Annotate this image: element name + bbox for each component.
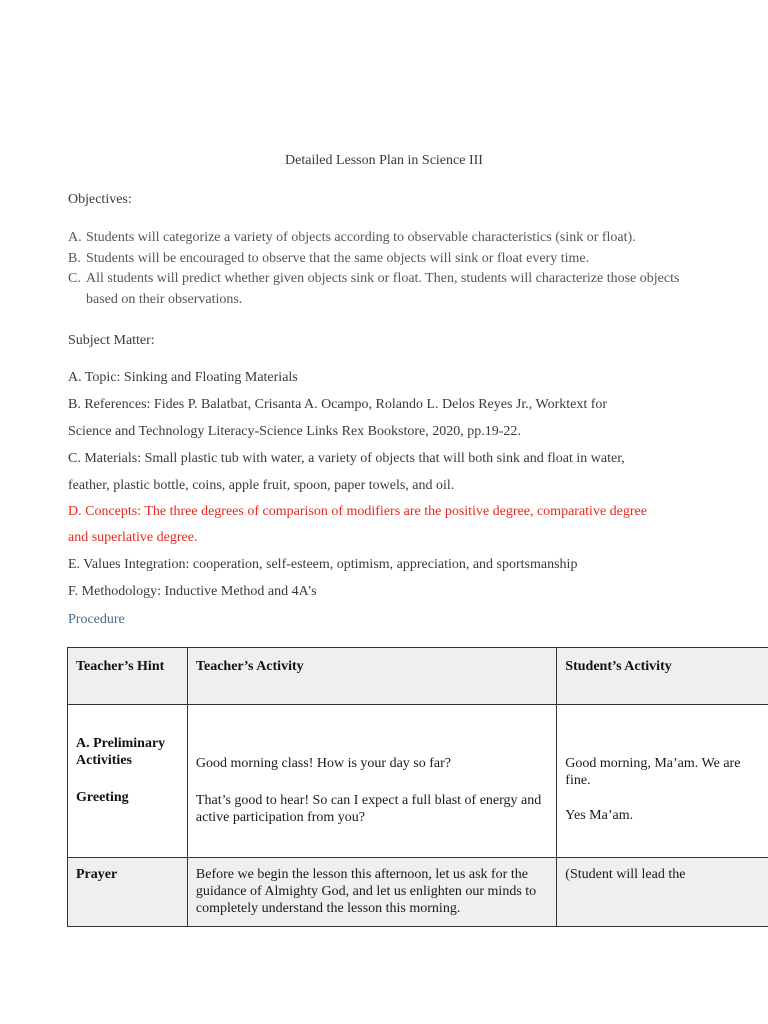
table-cell	[557, 705, 768, 858]
methodology-line: F. Methodology: Inductive Method and 4A’s	[68, 584, 317, 599]
table-cell	[68, 705, 188, 858]
concepts-line-cont: and superlative degree.	[68, 530, 198, 545]
teacher-greeting: Good morning class! How is your day so far?	[195, 756, 451, 771]
concepts-line: D. Concepts: The three degrees of comparison of modifiers are the positive degree, comparative degree	[68, 504, 647, 519]
references-line-cont: Science and Technology Literacy-Science Links Rex Bookstore, 2020, pp.19-22.	[68, 424, 521, 439]
student-greeting: Good morning, Ma’am. We are fine.	[565, 756, 741, 788]
hint-prayer: Prayer	[76, 867, 118, 882]
materials-line-cont: feather, plastic bottle, coins, apple fruit, spoon, paper towels, and oil.	[68, 478, 455, 493]
table-header-cell	[557, 648, 768, 705]
teacher-participation: That’s good to hear! So can I expect a full blast of energy and active participation from you?	[195, 793, 542, 825]
objectives-heading: Objectives:	[68, 192, 132, 207]
table-cell	[187, 858, 556, 927]
list-item-text: All students will predict whether given objects sink or float. Then, students will characterize those objects based on their observations.	[86, 271, 680, 307]
topic-line: A. Topic: Sinking and Floating Materials	[68, 370, 298, 385]
list-item-text: Students will categorize a variety of objects according to observable characteristics (sink or float).	[86, 230, 636, 245]
header-students-activity: Student’s Activity	[565, 659, 672, 674]
procedure-heading: Procedure	[68, 612, 125, 627]
references-line: B. References: Fides P. Balatbat, Crisanta A. Ocampo, Rolando L. Delos Reyes Jr., Worktext for	[68, 397, 608, 412]
header-teachers-hint: Teacher’s Hint	[76, 659, 165, 674]
teacher-prayer: Before we begin the lesson this afternoon, let us ask for the guidance of Almighty God, and let us enlighten our minds to completely understand the lesson this morning.	[195, 867, 537, 916]
materials-line: C. Materials: Small plastic tub with water, a variety of objects that will both sink and float in water,	[68, 451, 625, 466]
objectives-list	[68, 228, 708, 310]
student-yes: Yes Ma’am.	[565, 808, 634, 823]
page-title: Detailed Lesson Plan in Science III	[285, 153, 483, 168]
list-item-letter: A.	[68, 230, 82, 245]
values-line: E. Values Integration: cooperation, self-esteem, optimism, appreciation, and sportsmanship	[68, 557, 578, 572]
list-item-letter: B.	[68, 250, 81, 266]
list-item-text: Students will be encouraged to observe that the same objects will sink or float every time.	[86, 250, 590, 266]
table-cell	[187, 705, 556, 858]
hint-preliminary: A. Preliminary Activities	[76, 736, 166, 768]
table-row	[68, 858, 768, 927]
procedure-table	[67, 647, 768, 927]
subject-matter-heading: Subject Matter:	[68, 333, 155, 348]
list-item	[68, 249, 708, 270]
table-row	[68, 705, 768, 858]
table-cell	[557, 858, 768, 927]
table-header-row	[68, 648, 768, 705]
hint-greeting: Greeting	[76, 790, 129, 805]
table-header-cell	[68, 648, 188, 705]
list-item-letter: C.	[68, 271, 81, 286]
list-item	[68, 269, 708, 310]
list-item	[68, 228, 708, 249]
table-header-cell	[187, 648, 556, 705]
student-prayer: (Student will lead the	[565, 867, 686, 882]
table-cell	[68, 858, 188, 927]
header-teachers-activity: Teacher’s Activity	[195, 659, 304, 674]
